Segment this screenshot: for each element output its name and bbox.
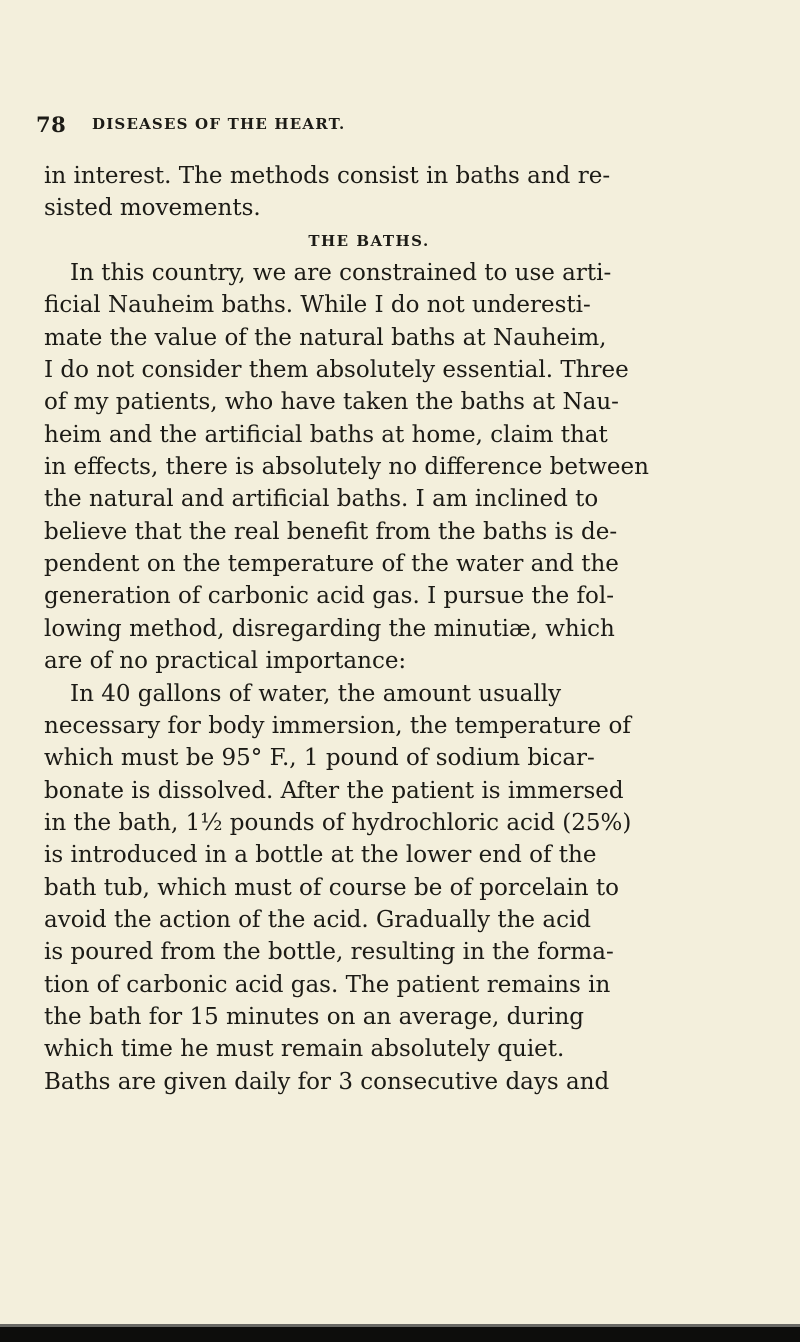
text-line: of my patients, who have taken the baths at Nau- <box>44 389 619 416</box>
text-line: necessary for body immersion, the temperature of <box>44 712 631 739</box>
text-line: In this country, we are constrained to use arti- <box>70 260 612 287</box>
text-line: lowing method, disregarding the minutiæ, which <box>44 615 615 642</box>
text-line: are of no practical importance: <box>44 648 407 675</box>
text-line: generation of carbonic acid gas. I pursue the fol- <box>44 583 615 610</box>
text-line: in interest. The methods consist in baths and re- <box>44 163 611 189</box>
text-line: which must be 95° F., 1 pound of sodium bicar- <box>44 745 595 772</box>
scan-edge-band <box>0 1324 800 1342</box>
text-line: bonate is dissolved. After the patient is immersed <box>44 777 624 804</box>
running-head <box>36 112 556 136</box>
text-line: Baths are given daily for 3 consecutive days and <box>44 1068 610 1095</box>
body-text <box>44 160 764 1098</box>
text-line: ficial Nauheim baths. While I do not underesti- <box>44 292 591 319</box>
text-line: In 40 gallons of water, the amount usually <box>70 680 562 707</box>
text-line: sisted movements. <box>44 195 261 222</box>
text-line: avoid the action of the acid. Gradually the acid <box>44 906 592 933</box>
text-line: which time he must remain absolutely quiet. <box>44 1036 565 1063</box>
running-title: DISEASES OF THE HEART. <box>92 115 346 133</box>
text-line: tion of carbonic acid gas. The patient remains in <box>44 971 611 998</box>
text-line: heim and the artificial baths at home, claim that <box>44 421 608 448</box>
text-line: believe that the real benefit from the baths is de- <box>44 518 618 545</box>
text-line: bath tub, which must of course be of porcelain to <box>44 874 619 901</box>
text-line: in effects, there is absolutely no difference between <box>44 454 649 481</box>
text-line: in the bath, 1½ pounds of hydrochloric acid (25%) <box>44 809 632 836</box>
text-line: is introduced in a bottle at the lower end of the <box>44 842 597 869</box>
text-line: pendent on the temperature of the water and the <box>44 551 619 578</box>
text-line: the bath for 15 minutes on an average, during <box>44 1003 584 1030</box>
text-line: mate the value of the natural baths at Nauheim, <box>44 324 607 351</box>
text-line: the natural and artificial baths. I am inclined to <box>44 486 599 513</box>
text-line: I do not consider them absolutely essential. Three <box>44 357 629 384</box>
page-number: 78 <box>36 112 67 137</box>
section-heading: THE BATHS. <box>308 231 430 250</box>
text-line: is poured from the bottle, resulting in the forma- <box>44 939 614 966</box>
